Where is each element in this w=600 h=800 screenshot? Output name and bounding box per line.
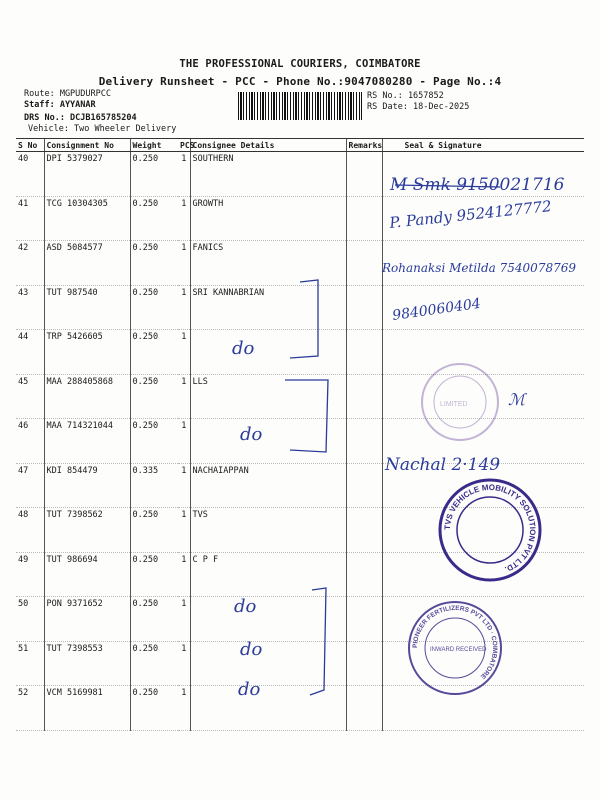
rs-date: RS Date: 18-Dec-2025 [367, 102, 470, 112]
row-seal [382, 686, 584, 731]
row-consignment: PON 9371652 [44, 597, 130, 642]
row-consignee: SOUTHERN [190, 152, 346, 197]
table-row [16, 152, 584, 197]
route-label: Route: MGPUDURPCC [24, 89, 111, 99]
staff-label: Staff: AYYANAR [24, 100, 96, 110]
table-row [16, 597, 584, 642]
row-pcs: 1 [178, 374, 190, 419]
row-seal [382, 196, 584, 241]
row-consignee: GROWTH [190, 196, 346, 241]
row-sno: 42 [16, 241, 44, 286]
signature-45-46: ℳ [508, 390, 526, 409]
row-consignment: TCG 10304305 [44, 196, 130, 241]
table-row [16, 196, 584, 241]
row-pcs: 1 [178, 419, 190, 464]
do-mark-44: do [232, 338, 255, 359]
row-sno: 45 [16, 374, 44, 419]
row-pcs: 1 [178, 152, 190, 197]
row-consignment: ASD 5084577 [44, 241, 130, 286]
signature-42: Rohanaksi Metilda 7540078769 [382, 261, 576, 275]
row-weight: 0.250 [130, 285, 178, 330]
row-remarks [346, 508, 382, 553]
signature-47: Nachal 2·149 [385, 455, 501, 475]
row-seal [382, 552, 584, 597]
vehicle-label: Vehicle: Two Wheeler Delivery [28, 124, 177, 134]
row-consignee: NACHAIAPPAN [190, 463, 346, 508]
row-seal [382, 597, 584, 642]
table-row [16, 330, 584, 375]
row-sno: 43 [16, 285, 44, 330]
row-seal [382, 330, 584, 375]
table-row [16, 419, 584, 464]
signature-40: M Smk 9150021716 [390, 175, 565, 195]
row-weight: 0.250 [130, 597, 178, 642]
row-weight: 0.250 [130, 508, 178, 553]
row-sno: 46 [16, 419, 44, 464]
table-row [16, 241, 584, 286]
row-seal [382, 241, 584, 286]
row-sno: 44 [16, 330, 44, 375]
row-remarks [346, 330, 382, 375]
row-remarks [346, 686, 382, 731]
row-weight: 0.250 [130, 374, 178, 419]
col-consignment: Consignment No [44, 139, 130, 152]
runsheet-table [16, 138, 584, 731]
row-weight: 0.250 [130, 419, 178, 464]
row-pcs: 1 [178, 597, 190, 642]
signature-41: P. Pandy 9524127772 [388, 197, 553, 232]
table-row [16, 641, 584, 686]
row-consignee [190, 419, 346, 464]
row-consignment: TUT 7398562 [44, 508, 130, 553]
row-pcs: 1 [178, 285, 190, 330]
row-sno: 40 [16, 152, 44, 197]
row-consignee: SRI KANNABRIAN [190, 285, 346, 330]
row-consignment: TRP 5426605 [44, 330, 130, 375]
runsheet-subtitle: Delivery Runsheet - PCC - Phone No.:9047080280 - Page No.:4 [98, 75, 502, 88]
col-weight: Weight [130, 139, 178, 152]
row-sno: 51 [16, 641, 44, 686]
row-weight: 0.250 [130, 686, 178, 731]
row-seal [382, 285, 584, 330]
row-remarks [346, 641, 382, 686]
row-remarks [346, 152, 382, 197]
do-mark-52: do [238, 679, 261, 700]
do-mark-46: do [240, 424, 263, 445]
row-seal [382, 641, 584, 686]
row-weight: 0.250 [130, 552, 178, 597]
rs-number: RS No.: 1657852 [367, 91, 444, 101]
col-seal: Seal & Signature [382, 139, 584, 152]
table-row [16, 508, 584, 553]
row-weight: 0.335 [130, 463, 178, 508]
do-mark-50: do [234, 596, 257, 617]
tvs-stamp-text: TVS VEHICLE MOBILITY SOLUTION PVT LTD. [442, 482, 538, 574]
row-pcs: 1 [178, 641, 190, 686]
row-pcs: 1 [178, 686, 190, 731]
row-seal [382, 374, 584, 419]
row-weight: 0.250 [130, 330, 178, 375]
signature-43: 9840060404 [391, 295, 482, 324]
row-seal [382, 463, 584, 508]
row-remarks [346, 196, 382, 241]
table-row [16, 686, 584, 731]
row-pcs: 1 [178, 196, 190, 241]
company-title: THE PROFESSIONAL COURIERS, COIMBATORE [179, 58, 421, 70]
barcode [238, 92, 362, 120]
row-pcs: 1 [178, 508, 190, 553]
table-row [16, 552, 584, 597]
purple-stamp-text: LIMITED [440, 401, 468, 408]
col-pcs: PCS [180, 140, 195, 150]
row-sno: 48 [16, 508, 44, 553]
row-consignee [190, 686, 346, 731]
row-consignee: C P F [190, 552, 346, 597]
drs-label: DRS No.: DCJB165785204 [24, 113, 137, 123]
row-weight: 0.250 [130, 241, 178, 286]
row-seal [382, 152, 584, 197]
col-consignee: Consignee Details [190, 139, 346, 152]
row-remarks [346, 463, 382, 508]
row-consignee: TVS [190, 508, 346, 553]
row-remarks [346, 285, 382, 330]
pioneer-inner-text: INWARD RECEIVED [430, 647, 487, 653]
row-pcs: 1 [178, 241, 190, 286]
row-sno: 50 [16, 597, 44, 642]
row-consignment: TUT 987540 [44, 285, 130, 330]
row-consignee [190, 641, 346, 686]
row-consignment: TUT 986694 [44, 552, 130, 597]
row-remarks [346, 552, 382, 597]
row-consignment: DPI 5379027 [44, 152, 130, 197]
row-seal [382, 508, 584, 553]
row-sno: 41 [16, 196, 44, 241]
row-consignee: FANICS [190, 241, 346, 286]
row-remarks [346, 374, 382, 419]
table-row [16, 374, 584, 419]
row-remarks [346, 419, 382, 464]
row-consignment: VCM 5169981 [44, 686, 130, 731]
row-seal [382, 419, 584, 464]
row-weight: 0.250 [130, 641, 178, 686]
row-consignee: LLS [190, 374, 346, 419]
row-remarks [346, 597, 382, 642]
do-mark-51: do [240, 639, 263, 660]
row-weight: 0.250 [130, 196, 178, 241]
row-weight: 0.250 [130, 152, 178, 197]
row-consignment: MAA 714321044 [44, 419, 130, 464]
row-sno: 49 [16, 552, 44, 597]
col-remarks: Remarks [346, 139, 382, 152]
row-consignee [190, 597, 346, 642]
row-pcs: 1 [178, 463, 190, 508]
table-row [16, 463, 584, 508]
row-pcs: 1 [178, 552, 190, 597]
row-consignment: MAA 288405868 [44, 374, 130, 419]
row-consignee [190, 330, 346, 375]
row-consignment: KDI 854479 [44, 463, 130, 508]
row-sno: 52 [16, 686, 44, 731]
pioneer-stamp-text: PIONEER FERTILIZERS PVT LTD · COIMBATORE [411, 604, 499, 681]
table-row [16, 285, 584, 330]
row-pcs: 1 [178, 330, 190, 375]
row-remarks [346, 241, 382, 286]
table-header [16, 139, 584, 152]
row-consignment: TUT 7398553 [44, 641, 130, 686]
row-sno: 47 [16, 463, 44, 508]
col-sno: S No [16, 139, 44, 152]
